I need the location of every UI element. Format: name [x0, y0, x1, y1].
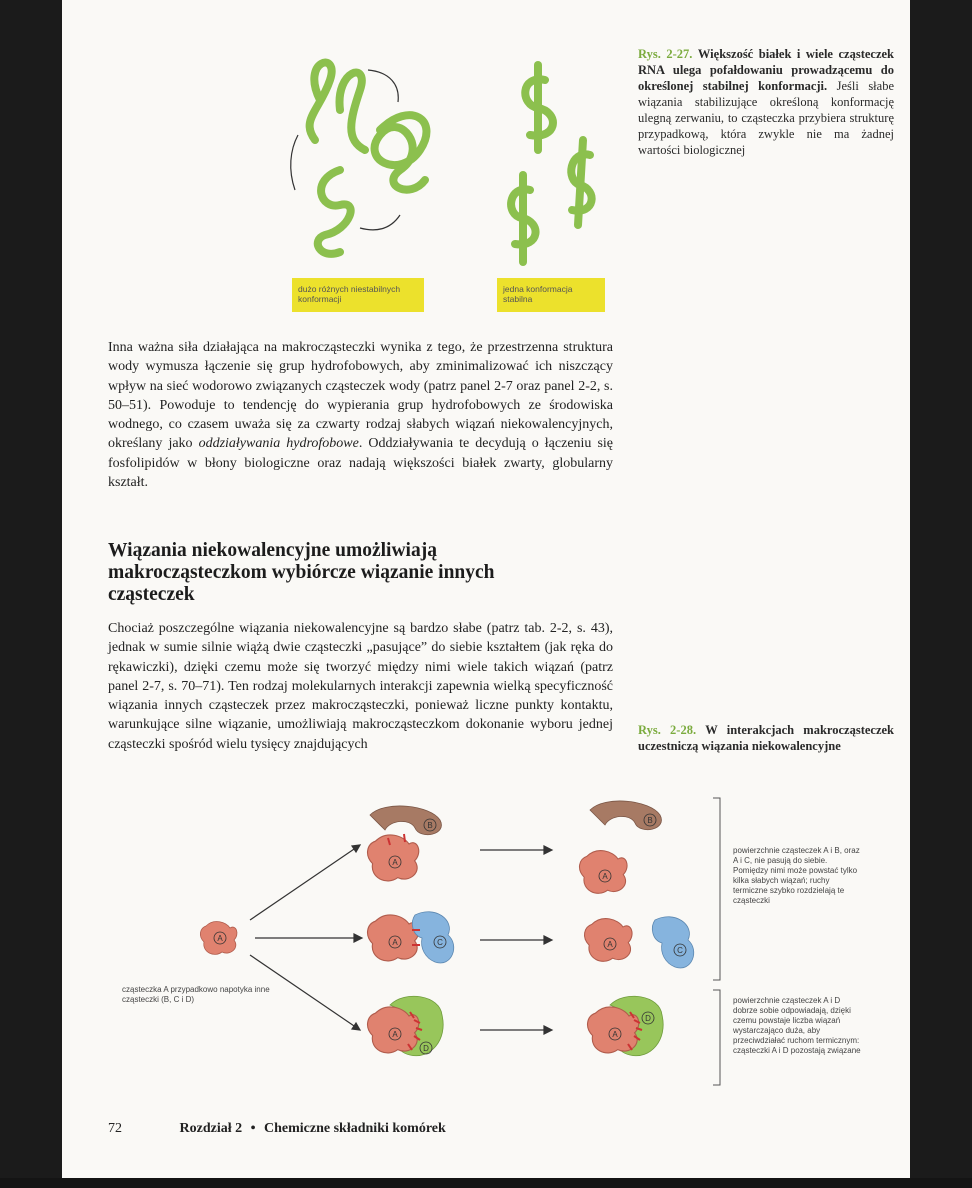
molecule-label-c-complex: C	[437, 938, 443, 947]
molecule-label-a-with-c: A	[392, 938, 398, 947]
bracket-bottom	[713, 990, 720, 1085]
random-coil-1	[310, 63, 332, 140]
arrow-head-ad	[352, 1023, 360, 1030]
random-coil-3	[375, 115, 427, 189]
caption-fig-2-28	[638, 722, 894, 754]
caption-2-27-number: Rys. 2-27.	[638, 47, 693, 61]
figure-2-28-illustration	[190, 790, 730, 1090]
molecule-label-b-separated: B	[647, 816, 653, 825]
random-coil-2	[340, 73, 365, 150]
molecule-label-a-with-b: A	[392, 858, 398, 867]
scan-border-left	[0, 0, 62, 1188]
footer-bullet: •	[250, 1121, 256, 1136]
bracket-top	[713, 798, 720, 980]
caption-2-27-title: Większość białek i wiele cząsteczek RNA ulega pofałdowaniu prowadzącemu do określonej stabilnej konformacji.	[638, 47, 894, 93]
molecule-label-c-separated: C	[677, 946, 683, 955]
paragraph-noncovalent: Chociaż poszczególne wiązania niekowalencyjne są bardzo słabe (patrz tab. 2-2, s. 43), jednak w sumie silnie wiążą dwie cząsteczki „pasujące” do siebie kształtem (jak ręka do rękawiczki), dzięki czemu może się tworzyć między nimi wiele takich wiązań (patrz panel 2-7, s. 70–71). Ten rodzaj molekularnych interakcji zapewnia wielką specyficzność wiązania innych cząsteczek przez makrocząsteczki, ponieważ liczne punkty kontaktu, warunkujące silne wiązanie, umożliwiają makrocząsteczkom dokonanie wyboru jednej cząsteczki spośród wielu tysięcy znajdujących	[108, 621, 613, 752]
chapter-title: Chemiczne składniki komórek	[264, 1121, 446, 1136]
random-coil-4	[318, 170, 351, 254]
caption-2-28-number: Rys. 2-28.	[638, 723, 697, 737]
molecule-label-d-complex: D	[423, 1044, 429, 1053]
molecule-label-d-bound: D	[645, 1014, 651, 1023]
cycle-arrow-2	[360, 215, 400, 230]
result-c-separated	[652, 917, 693, 968]
complex-ad	[368, 996, 444, 1055]
chapter-label: Rozdział 2	[179, 1121, 243, 1136]
stable-fold-2-bar	[578, 140, 583, 225]
caption-2-27-text: Jeśli słabe wiązania stabilizujące określoną konformację ulegną zerwaniu, to cząsteczka przybiera strukturę przypadkową, która zwykle nie ma żadnej wartości biologicznej	[638, 79, 895, 157]
label-a-encounters: cząsteczka A przypadkowo napotyka inne cząsteczki (B, C i D)	[122, 985, 270, 1004]
label-many-conformations: dużo różnych niestabilnych konformacji	[292, 278, 424, 312]
term-hydrophobic: oddziaływania hydrofobowe	[198, 436, 359, 452]
paragraph-hydrophobic	[108, 338, 613, 492]
scan-border-bottom	[0, 1178, 972, 1188]
note-good-fit: powierzchnie cząsteczek A i D dobrze sobie odpowiadają, dzięki czemu powstaje liczba wiązań wystarczająco duża, aby przeciwdziałać ruchom termicznym: cząsteczki A i D pozostają związane	[733, 996, 861, 1055]
label-one-conformation: jedna konformacja stabilna	[497, 278, 605, 312]
arrow-head-ad-result	[544, 1026, 552, 1034]
caption-2-28-title: W interakcjach makrocząsteczek uczestniczą wiązania niekowalencyjne	[638, 723, 895, 753]
section-heading: Wiązania niekowalencyjne umożliwiają makrocząsteczkom wybiórcze wiązanie innych cząsteczek	[108, 540, 495, 605]
arrow-head-ac-result	[544, 936, 552, 944]
cycle-arrow-1	[368, 70, 398, 102]
molecule-label-b-complex: B	[427, 821, 433, 830]
molecule-label-a-after-b: A	[602, 872, 608, 881]
result-ad-bound	[588, 996, 664, 1055]
figure-2-27-illustration	[280, 40, 620, 270]
molecule-label-a-bound: A	[612, 1030, 618, 1039]
molecule-label-a-after-c: A	[607, 940, 613, 949]
molecule-a-alone	[200, 922, 237, 955]
cycle-arrow-3	[291, 135, 298, 190]
arrow-to-ab	[250, 845, 360, 920]
arrow-head-ab	[352, 845, 360, 852]
complex-ac	[368, 912, 454, 963]
molecule-label-a-with-d: A	[392, 1030, 398, 1039]
complex-ab	[368, 806, 442, 881]
paragraph-1-start: Inna ważna siła działająca na makrocząsteczki wynika z tego, że przestrzenna struktura wody wymusza łączenie się grup hydrofobowych, aby zminimalizować ich niszczący wpływ na sieć wodorowo związanych cząsteczek wody (patrz panel 2-7 oraz panel 2-2, s. 50–51). Powoduje to tendencję do wypierania grup hydrofobowych ze środowiska wodnego, co czasem uważa się za czwarty rodzaj słabych wiązań niekowalencyjnych, określany jako	[108, 340, 613, 452]
scan-border-right	[910, 0, 972, 1188]
page-footer	[108, 1121, 588, 1137]
arrow-head-ab-result	[544, 846, 552, 854]
page-number: 72	[108, 1121, 122, 1136]
paragraph-1-end: . Oddziaływania te decydują o łączeniu się fosfolipidów w błony biologiczne oraz nadają większości białek zwarty, globularny kształt.	[108, 436, 613, 491]
caption-fig-2-27	[638, 46, 894, 158]
note-poor-fit: powierzchnie cząsteczek A i B, oraz A i C, nie pasują do siebie. Pomiędzy nimi może powstać tylko kilka słabych wiązań; ruchy termiczne szybko rozdzielają te cząsteczki	[733, 846, 860, 905]
arrow-head-ac	[354, 934, 362, 942]
result-b-separated	[590, 801, 661, 830]
molecule-label-a-alone: A	[217, 934, 223, 943]
